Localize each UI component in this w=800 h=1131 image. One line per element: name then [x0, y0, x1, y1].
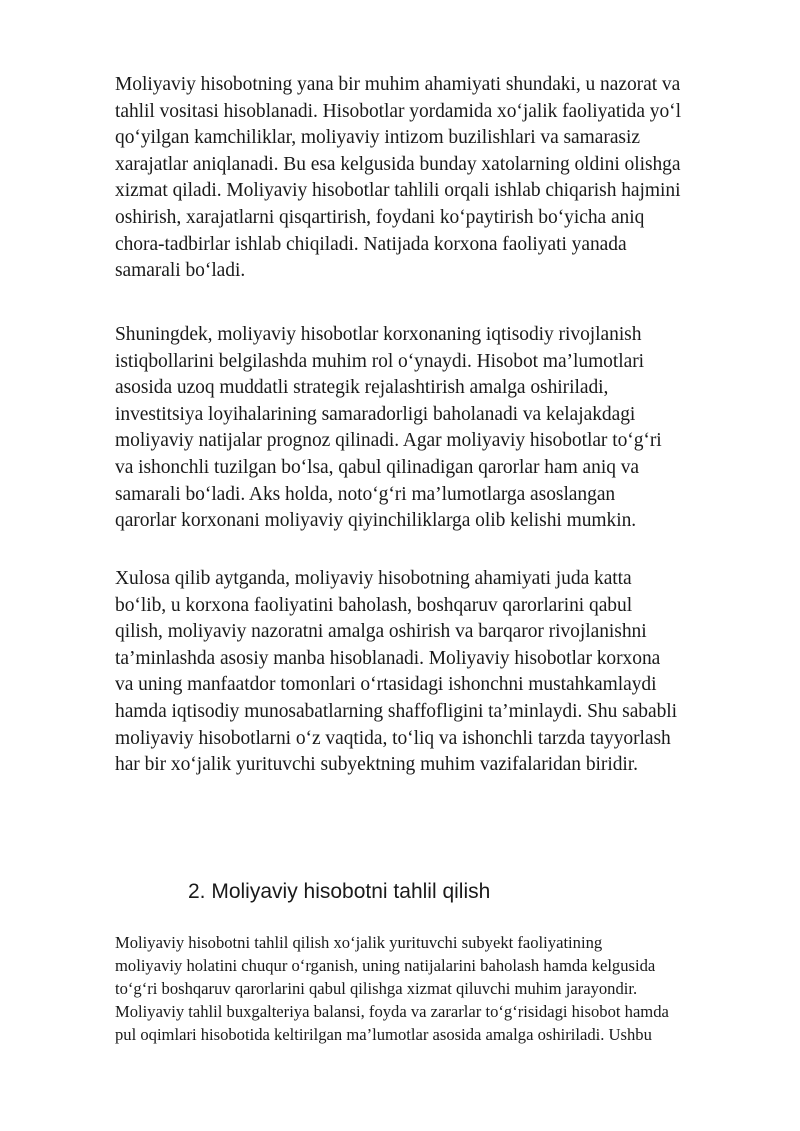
text-line: investitsiya loyihalarining samaradorligi baholanadi va kelajakdagi	[115, 403, 636, 425]
text-line: va ishonchli tuzilgan bo‘lsa, qabul qilinadigan qarorlar ham aniq va	[115, 456, 640, 478]
text-line: qarorlar korxonani moliyaviy qiyinchiliklarga olib kelishi mumkin.	[115, 510, 637, 532]
text-line: chora-tadbirlar ishlab chiqiladi. Natijada korxona faoliyati yanada	[115, 233, 627, 255]
text-line: Moliyaviy hisobotning yana bir muhim ahamiyati shundaki, u nazorat va	[115, 74, 681, 95]
text-line: Shuningdek, moliyaviy hisobotlar korxonaning iqtisodiy rivojlanish	[115, 324, 642, 345]
text-line: istiqbollarini belgilashda muhim rol o‘ynaydi. Hisobot ma’lumotlari	[115, 350, 645, 372]
paragraph-analysis-intro	[115, 931, 669, 1046]
text-line: moliyaviy natijalar prognoz qilinadi. Agar moliyaviy hisobotlar to‘g‘ri	[115, 430, 662, 452]
paragraph-importance-control	[115, 72, 681, 285]
text-line: bo‘lib, u korxona faoliyatini baholash, boshqaruv qarorlarini qabul	[115, 594, 633, 616]
paragraph-conclusion	[115, 566, 677, 779]
text-line: Moliyaviy hisobotni tahlil qilish xo‘jalik yurituvchi subyekt faoliyatining	[115, 933, 603, 952]
text-line: asosida uzoq muddatli strategik rejalashtirish amalga oshiriladi,	[115, 377, 609, 399]
text-line: har bir xo‘jalik yurituvchi subyektning muhim vazifalaridan biridir.	[115, 754, 638, 776]
text-line: Xulosa qilib aytganda, moliyaviy hisobotning ahamiyati juda katta	[115, 568, 632, 589]
text-line: oshirish, xarajatlarni qisqartirish, foydani ko‘paytirish bo‘yicha aniq	[115, 206, 645, 228]
paragraph-development-prospects	[115, 322, 662, 535]
text-line: xizmat qiladi. Moliyaviy hisobotlar tahlili orqali ishlab chiqarish hajmini	[115, 180, 681, 202]
text-line: moliyaviy holatini chuqur o‘rganish, uning natijalarini baholash hamda kelgusida	[115, 956, 656, 975]
section-heading: 2. Moliyaviy hisobotni tahlil qilish	[188, 880, 491, 903]
text-line: samarali bo‘ladi. Aks holda, noto‘g‘ri ma’lumotlarga asoslangan	[115, 483, 616, 505]
text-line: qilish, moliyaviy nazoratni amalga oshirish va barqaror rivojlanishni	[115, 621, 647, 643]
text-line: tahlil vositasi hisoblanadi. Hisobotlar yordamida xo‘jalik faoliyatida yo‘l	[115, 100, 681, 122]
text-line: xarajatlar aniqlanadi. Bu esa kelgusida bunday xatolarning oldini olishga	[115, 153, 681, 175]
text-line: va uning manfaatdor tomonlari o‘rtasidagi ishonchni mustahkamlaydi	[115, 674, 657, 696]
text-line: qo‘yilgan kamchiliklar, moliyaviy intizom buzilishlari va samarasiz	[115, 127, 640, 149]
text-line: moliyaviy hisobotlarni o‘z vaqtida, to‘liq va ishonchli tarzda tayyorlash	[115, 727, 671, 749]
text-line: Moliyaviy tahlil buxgalteriya balansi, foyda va zararlar to‘g‘risidagi hisobot hamda	[115, 1002, 669, 1021]
text-line: pul oqimlari hisobotida keltirilgan ma’lumotlar asosida amalga oshiriladi. Ushbu	[115, 1025, 652, 1044]
text-line: samarali bo‘ladi.	[115, 260, 246, 282]
text-line: hamda iqtisodiy munosabatlarning shaffofligini ta’minlaydi. Shu sababli	[115, 700, 678, 722]
text-line: to‘g‘ri boshqaruv qarorlarini qabul qilishga xizmat qiluvchi muhim jarayondir.	[115, 979, 638, 998]
text-line: ta’minlashda asosiy manba hisoblanadi. Moliyaviy hisobotlar korxona	[115, 647, 661, 669]
